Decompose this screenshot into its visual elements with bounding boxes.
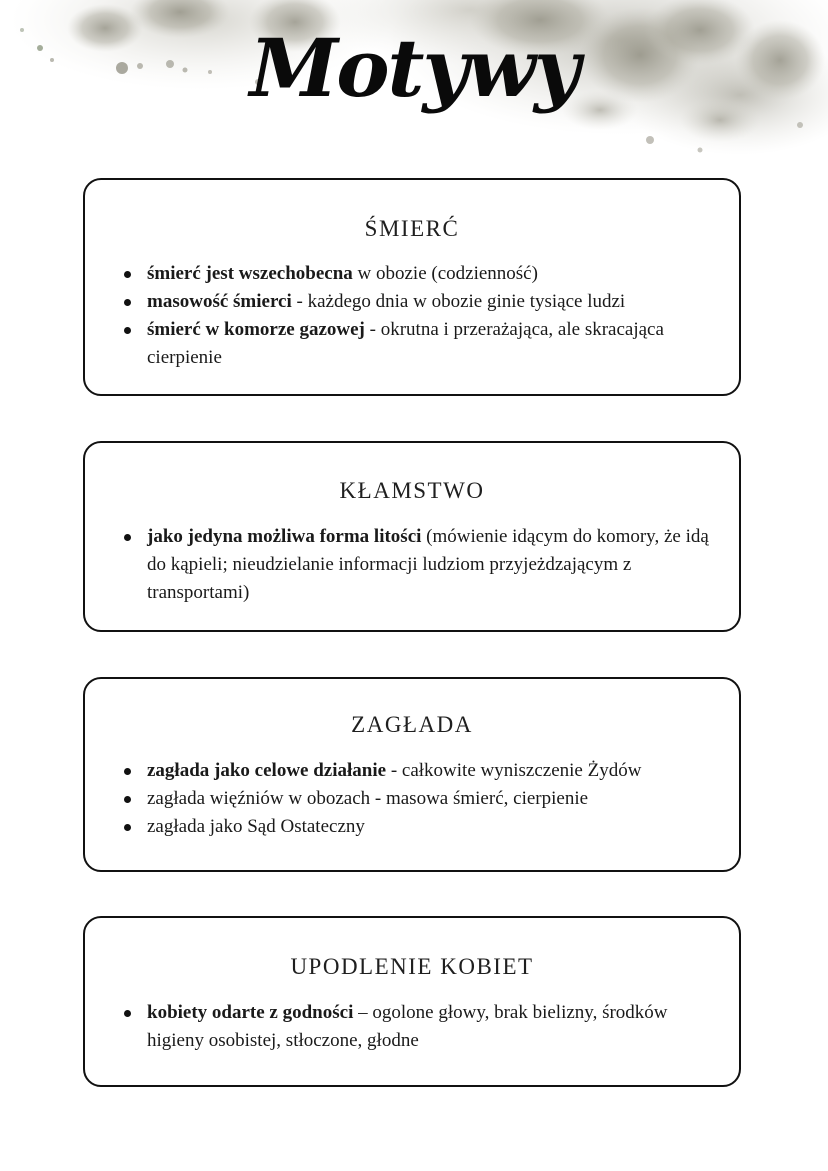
- section-card-zaglada: [83, 677, 741, 872]
- section-heading: KŁAMSTWO: [339, 478, 485, 503]
- bullet-bold-text: jako jedyna możliwa forma litości: [147, 526, 422, 547]
- list-item: [147, 260, 717, 288]
- list-item: [147, 757, 717, 785]
- bullet-text: – ogolone głowy, brak bielizny, środków higieny osobistej, stłoczone, głodne: [147, 1002, 668, 1051]
- list-item: [147, 813, 717, 841]
- section-card-klamstwo: [83, 441, 741, 632]
- section-card-upodlenie-kobiet: [83, 916, 741, 1087]
- bullet-bold-text: śmierć jest wszechobecna: [147, 263, 353, 284]
- list-item: [147, 523, 717, 607]
- watercolor-header: [0, 0, 828, 170]
- bullet-text: zagłada więźniów w obozach - masowa śmierć, cierpienie: [147, 788, 589, 809]
- bullet-text: (mówienie idącym do komory, że idą do kąpieli; nieudzielanie informacji ludziom przyjeżdzającym z transportami): [147, 526, 709, 603]
- list-item: [147, 288, 717, 316]
- section-heading: UPODLENIE KOBIET: [290, 954, 534, 979]
- bullet-list: [85, 757, 739, 841]
- section-heading: ŚMIERĆ: [364, 216, 460, 241]
- list-item: [147, 785, 717, 813]
- section-card-smierc: [83, 178, 741, 396]
- bullet-list: [85, 523, 739, 607]
- bullet-bold-text: masowość śmierci: [147, 291, 292, 312]
- bullet-bold-text: śmierć w komorze gazowej: [147, 319, 365, 340]
- page-title: Motywy: [249, 21, 579, 115]
- section-heading: ZAGŁADA: [351, 712, 473, 737]
- bullet-list: [85, 260, 739, 372]
- bullet-list: [85, 999, 739, 1055]
- bullet-text: zagłada jako Sąd Ostateczny: [147, 816, 365, 837]
- bullet-text: - okrutna i przerażająca, ale skracająca cierpienie: [147, 319, 664, 368]
- bullet-bold-text: zagłada jako celowe działanie: [147, 760, 387, 781]
- bullet-text: - każdego dnia w obozie ginie tysiące ludzi: [291, 291, 626, 312]
- bullet-text: - całkowite wyniszczenie Żydów: [386, 760, 642, 781]
- list-item: [147, 999, 717, 1055]
- bullet-text: w obozie (codzienność): [352, 263, 538, 284]
- bullet-bold-text: kobiety odarte z godności: [147, 1002, 354, 1023]
- list-item: [147, 316, 717, 372]
